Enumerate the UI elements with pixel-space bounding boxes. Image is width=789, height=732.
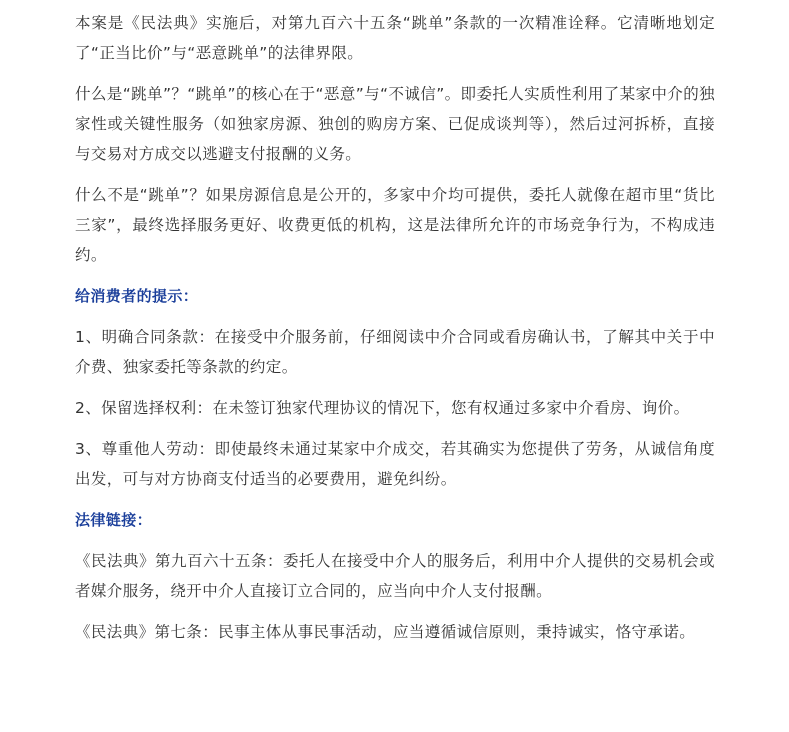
tip-item-2: 2、保留选择权利：在未签订独家代理协议的情况下，您有权通过多家中介看房、询价。: [75, 399, 690, 417]
legal-article-965: 《民法典》第九百六十五条：委托人在接受中介人的服务后，利用中介人提供的交易机会或者媒介服务，绕开中介人直接订立合同的，应当向中介人支付报酬。: [75, 552, 715, 600]
heading-consumer-tips: 给消费者的提示：: [75, 287, 199, 305]
tip-item-1: 1、明确合同条款：在接受中介服务前，仔细阅读中介合同或看房确认书，了解其中关于中介费、独家委托等条款的约定。: [75, 328, 715, 376]
heading-legal-links: 法律链接：: [75, 511, 153, 529]
paragraph-what-is-skip-order: 什么是“跳单”？“跳单”的核心在于“恶意”与“不诚信”。即委托人实质性利用了某家中介的独家性或关键性服务（如独家房源、独创的购房方案、已促成谈判等），然后过河拆桥，直接与交易对方成交以逃避支付报酬的义务。: [75, 85, 715, 163]
article-body: [75, 8, 715, 658]
paragraph-what-is-not-skip-order: 什么不是“跳单”？如果房源信息是公开的，多家中介均可提供，委托人就像在超市里“货比三家”，最终选择服务更好、收费更低的机构，这是法律所允许的市场竞争行为，不构成违约。: [75, 186, 715, 264]
paragraph-case-summary: 本案是《民法典》实施后，对第九百六十五条“跳单”条款的一次精准诠释。它清晰地划定了“正当比价”与“恶意跳单”的法律界限。: [75, 14, 715, 62]
legal-article-7: 《民法典》第七条：民事主体从事民事活动，应当遵循诚信原则，秉持诚实，恪守承诺。: [75, 623, 696, 641]
tip-item-3: 3、尊重他人劳动：即使最终未通过某家中介成交，若其确实为您提供了劳务，从诚信角度出发，可与对方协商支付适当的必要费用，避免纠纷。: [75, 440, 715, 488]
